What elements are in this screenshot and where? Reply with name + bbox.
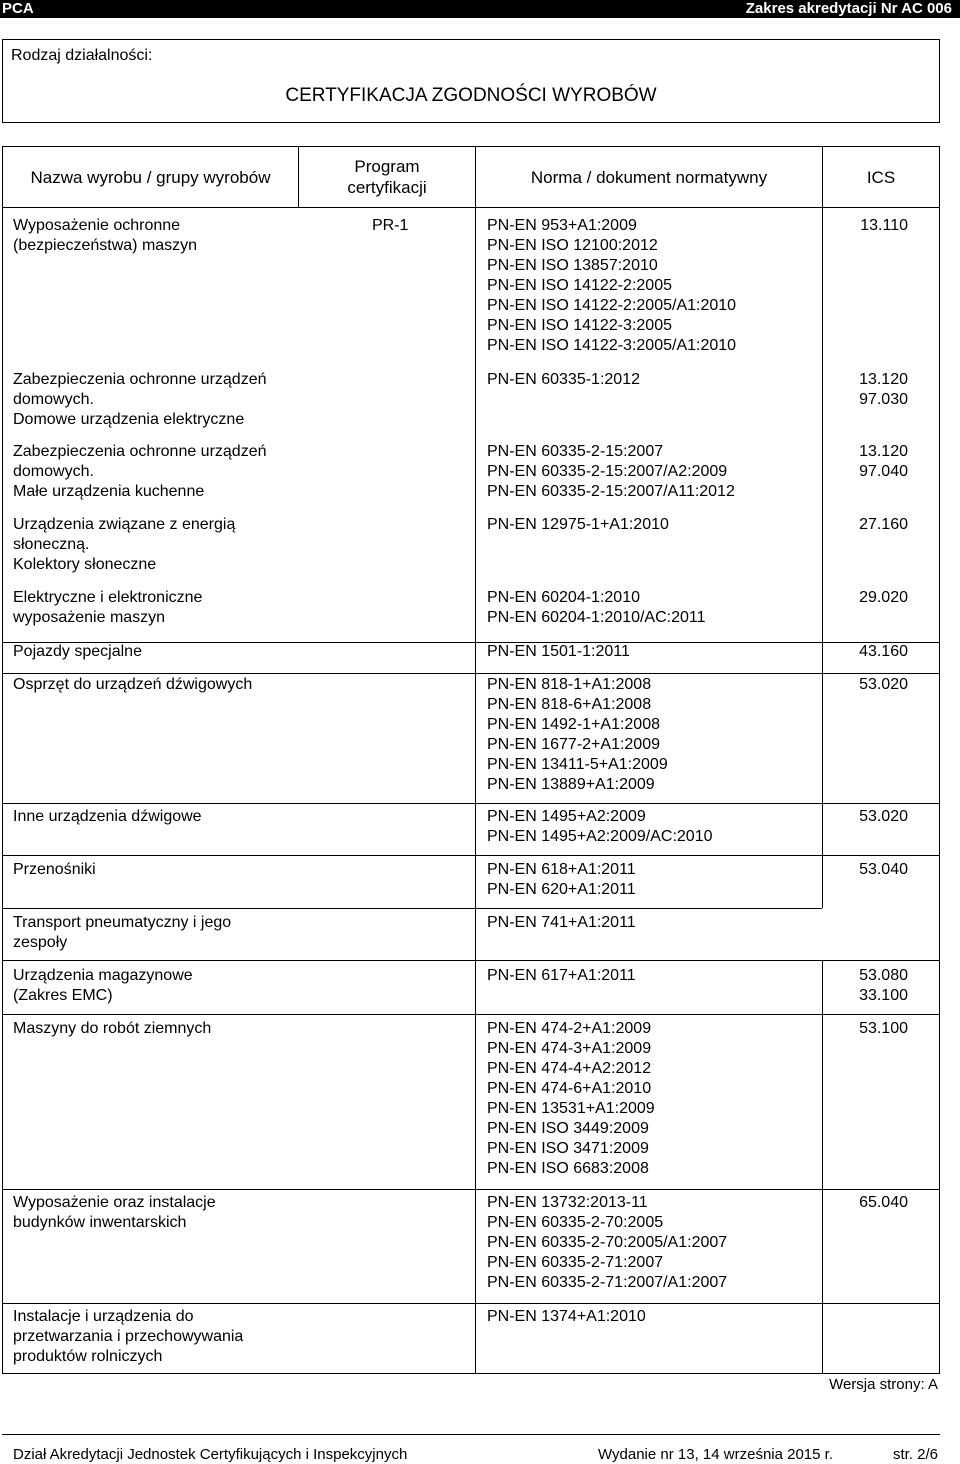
table-row-product: Urządzenia magazynowe (Zakres EMC) bbox=[13, 967, 193, 1004]
row-divider bbox=[2, 1014, 940, 1015]
row-divider bbox=[2, 1303, 940, 1304]
table-row-ics: 53.020 bbox=[859, 676, 908, 693]
header-ics: ICS bbox=[866, 167, 896, 187]
table-row-product: Przenośniki bbox=[13, 861, 96, 878]
row-divider bbox=[2, 855, 940, 856]
table-row-norms: PN-EN 13732:2013-11 PN-EN 60335-2-70:2005 PN-EN 60335-2-70:2005/A1:2007 PN-EN 60335-2-71:2007 PN-EN 60335-2-71:2007/A1:2007 bbox=[487, 1194, 728, 1291]
table-row-norms: PN-EN 474-2+A1:2009 PN-EN 474-3+A1:2009 PN-EN 474-4+A2:2012 PN-EN 474-6+A1:2010 PN-EN 13531+A1:2009 PN-EN ISO 3449:2009 PN-EN ISO 3471:2009 PN-EN ISO 6683:2008 bbox=[487, 1020, 655, 1177]
header-product: Nazwa wyrobu / grupy wyrobów bbox=[30, 167, 271, 187]
table-row-norms: PN-EN 1495+A2:2009 PN-EN 1495+A2:2009/AC:2010 bbox=[487, 808, 713, 845]
table-row-norms: PN-EN 1501-1:2011 bbox=[487, 643, 630, 660]
table-row-product: Zabezpieczenia ochronne urządzeń domowych. Domowe urządzenia elektryczne bbox=[13, 371, 267, 428]
page-version-label: Wersja strony: A bbox=[829, 1376, 938, 1393]
table-row-product: Inne urządzenia dźwigowe bbox=[13, 808, 202, 825]
header-left-label: PCA bbox=[2, 0, 34, 17]
activity-title: CERTYFIKACJA ZGODNOŚCI WYROBÓW bbox=[285, 85, 657, 106]
table-row-ics: 13.110 bbox=[860, 217, 908, 234]
table-row-norms: PN-EN 741+A1:2011 bbox=[487, 914, 636, 931]
table-row-ics: 29.020 bbox=[859, 589, 908, 606]
table-row-ics: 13.120 97.040 bbox=[859, 443, 908, 480]
table-row-ics: 53.080 33.100 bbox=[859, 967, 908, 1004]
table-row-norms: PN-EN 60335-1:2012 bbox=[487, 371, 640, 388]
table-row-ics: 53.020 bbox=[859, 808, 908, 825]
footer-left: Dział Akredytacji Jednostek Certyfikujących i Inspekcyjnych bbox=[13, 1446, 408, 1463]
row-divider bbox=[2, 642, 940, 643]
activity-label: Rodzaj działalności: bbox=[11, 47, 153, 64]
table-header-divider bbox=[2, 207, 940, 208]
header-program: Program certyfikacji bbox=[347, 157, 427, 197]
row-divider bbox=[2, 803, 940, 804]
table-row-ics: 13.120 97.030 bbox=[859, 371, 908, 408]
table-row-product: Urządzenia związane z energią słoneczną. Kolektory słoneczne bbox=[13, 516, 236, 573]
table-row-norms: PN-EN 818-1+A1:2008 PN-EN 818-6+A1:2008 PN-EN 1492-1+A1:2008 PN-EN 1677-2+A1:2009 PN-EN 13411-5+A1:2009 PN-EN 13889+A1:2009 bbox=[487, 676, 668, 793]
footer-page-number: str. 2/6 bbox=[892, 1446, 938, 1463]
table-row-product: Elektryczne i elektroniczne wyposażenie maszyn bbox=[13, 589, 203, 626]
table-row-product: Zabezpieczenia ochronne urządzeń domowych. Małe urządzenia kuchenne bbox=[13, 443, 267, 500]
table-row-norms: PN-EN 617+A1:2011 bbox=[487, 967, 636, 984]
table-row-norms: PN-EN 60204-1:2010 PN-EN 60204-1:2010/AC:2011 bbox=[487, 589, 706, 626]
table-row-product: Maszyny do robót ziemnych bbox=[13, 1020, 212, 1037]
table-row-product: Pojazdy specjalne bbox=[13, 643, 142, 660]
activity-box bbox=[2, 39, 940, 123]
footer-divider bbox=[2, 1434, 940, 1435]
row-divider bbox=[2, 1189, 940, 1190]
row-divider bbox=[2, 908, 822, 909]
table-row-norms: PN-EN 1374+A1:2010 bbox=[487, 1308, 646, 1325]
header-right-label: Zakres akredytacji Nr AC 006 bbox=[745, 0, 952, 17]
table-row-product: Instalacje i urządzenia do przetwarzania i przechowywania produktów rolniczych bbox=[13, 1308, 244, 1365]
row-divider bbox=[2, 673, 940, 674]
table-row-norms: PN-EN 12975-1+A1:2010 bbox=[487, 516, 669, 533]
table-row-ics: 65.040 bbox=[859, 1194, 908, 1211]
table-row-program: PR-1 bbox=[372, 217, 409, 234]
table-row-product: Wyposażenie ochronne (bezpieczeństwa) maszyn bbox=[13, 217, 198, 254]
col-divider bbox=[475, 207, 476, 1373]
page-header-bar bbox=[0, 0, 960, 18]
header-norm: Norma / dokument normatywny bbox=[530, 167, 768, 187]
footer-middle: Wydanie nr 13, 14 września 2015 r. bbox=[598, 1446, 833, 1463]
table-row-norms: PN-EN 953+A1:2009 PN-EN ISO 12100:2012 PN-EN ISO 13857:2010 PN-EN ISO 14122-2:2005 PN-EN ISO 14122-2:2005/A1:2010 PN-EN ISO 14122-3:2005 PN-EN ISO 14122-3:2005/A1:2010 bbox=[487, 217, 737, 354]
table-row-ics: 43.160 bbox=[859, 643, 908, 660]
table-row-product: Transport pneumatyczny i jego zespoły bbox=[13, 914, 232, 951]
table-row-norms: PN-EN 60335-2-15:2007 PN-EN 60335-2-15:2007/A2:2009 PN-EN 60335-2-15:2007/A11:2012 bbox=[487, 443, 735, 500]
table-row-product: Wyposażenie oraz instalacje budynków inwentarskich bbox=[13, 1194, 216, 1231]
table-row-ics: 53.100 bbox=[859, 1020, 908, 1037]
table-row-ics: 53.040 bbox=[859, 861, 908, 878]
table-row-product: Osprzęt do urządzeń dźwigowych bbox=[13, 676, 253, 693]
row-divider bbox=[2, 960, 940, 961]
table-row-ics: 27.160 bbox=[859, 516, 908, 533]
table-row-norms: PN-EN 618+A1:2011 PN-EN 620+A1:2011 bbox=[487, 861, 636, 898]
